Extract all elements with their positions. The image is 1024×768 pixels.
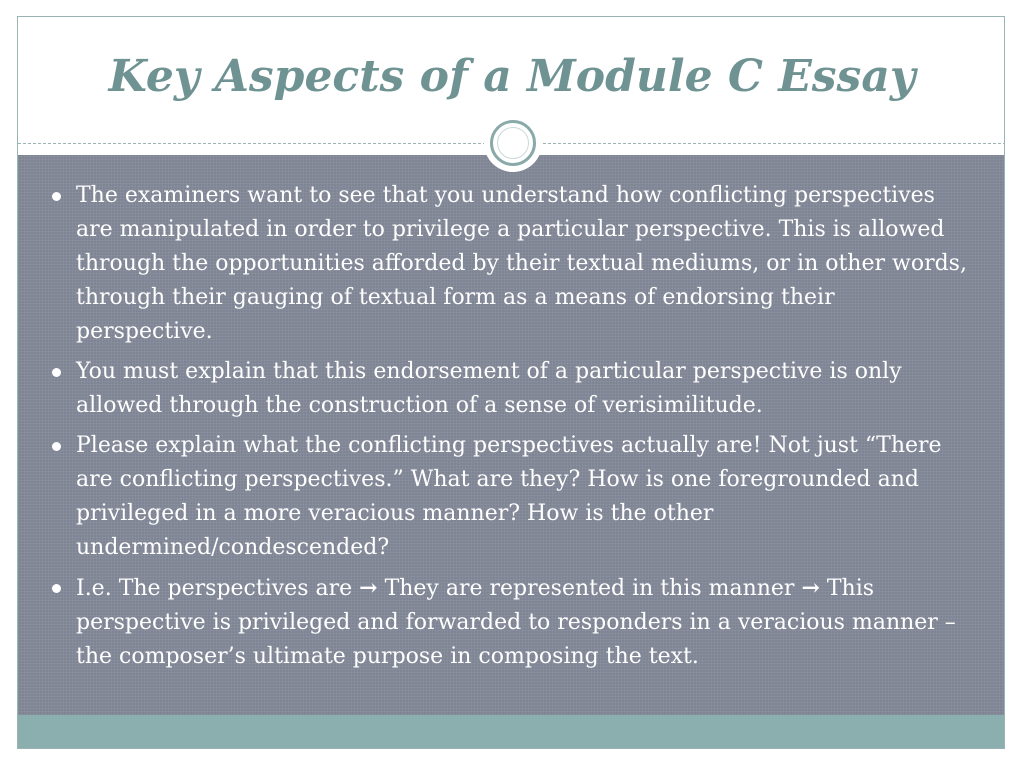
bullet-text-part: This perspective is privileged and forwarded to responders in a veracious manner – the composer’s ultimate purpose in composing the text. [76,576,956,669]
right-arrow-icon: → [801,575,820,601]
footer-band [18,715,1005,749]
bullet-item [76,355,976,423]
slide-title: Key Aspects of a Module C Essay [108,51,916,102]
bullet-dot-icon [52,584,61,593]
bullet-text-part: They are represented in this manner [377,576,802,601]
circle-ornament-ring [490,120,536,166]
circle-ornament-core [497,127,529,159]
bullet-text: The examiners want to see that you understand how conflicting perspectives are manipulated in order to privilege a particular perspective. This is allowed through the opportunities afforded by their textual mediums, or in other words, through their gauging of textual form as a means of endorsing their perspective. [76,183,967,344]
bullet-dot-icon [52,442,61,451]
circle-ornament-icon [484,114,542,172]
bullet-item [76,571,976,674]
bullet-item [76,179,976,349]
bullet-dot-icon [52,368,61,377]
bullet-text: Please explain what the conflicting perspectives actually are! Not just “There are conflicting perspectives.” What are they? How is one foregrounded and privileged in a more veracious manner? How is the other undermined/condescended? [76,433,942,560]
slide-frame [17,16,1005,749]
bullet-text: You must explain that this endorsement of a particular perspective is only allowed through the construction of a sense of verisimilitude. [76,359,902,418]
bullet-item [76,429,976,565]
bullet-dot-icon [52,192,61,201]
bullet-list [18,179,1005,680]
bullet-text-part: I.e. The perspectives are [76,576,360,601]
content-panel [18,155,1005,715]
right-arrow-icon: → [359,575,378,601]
